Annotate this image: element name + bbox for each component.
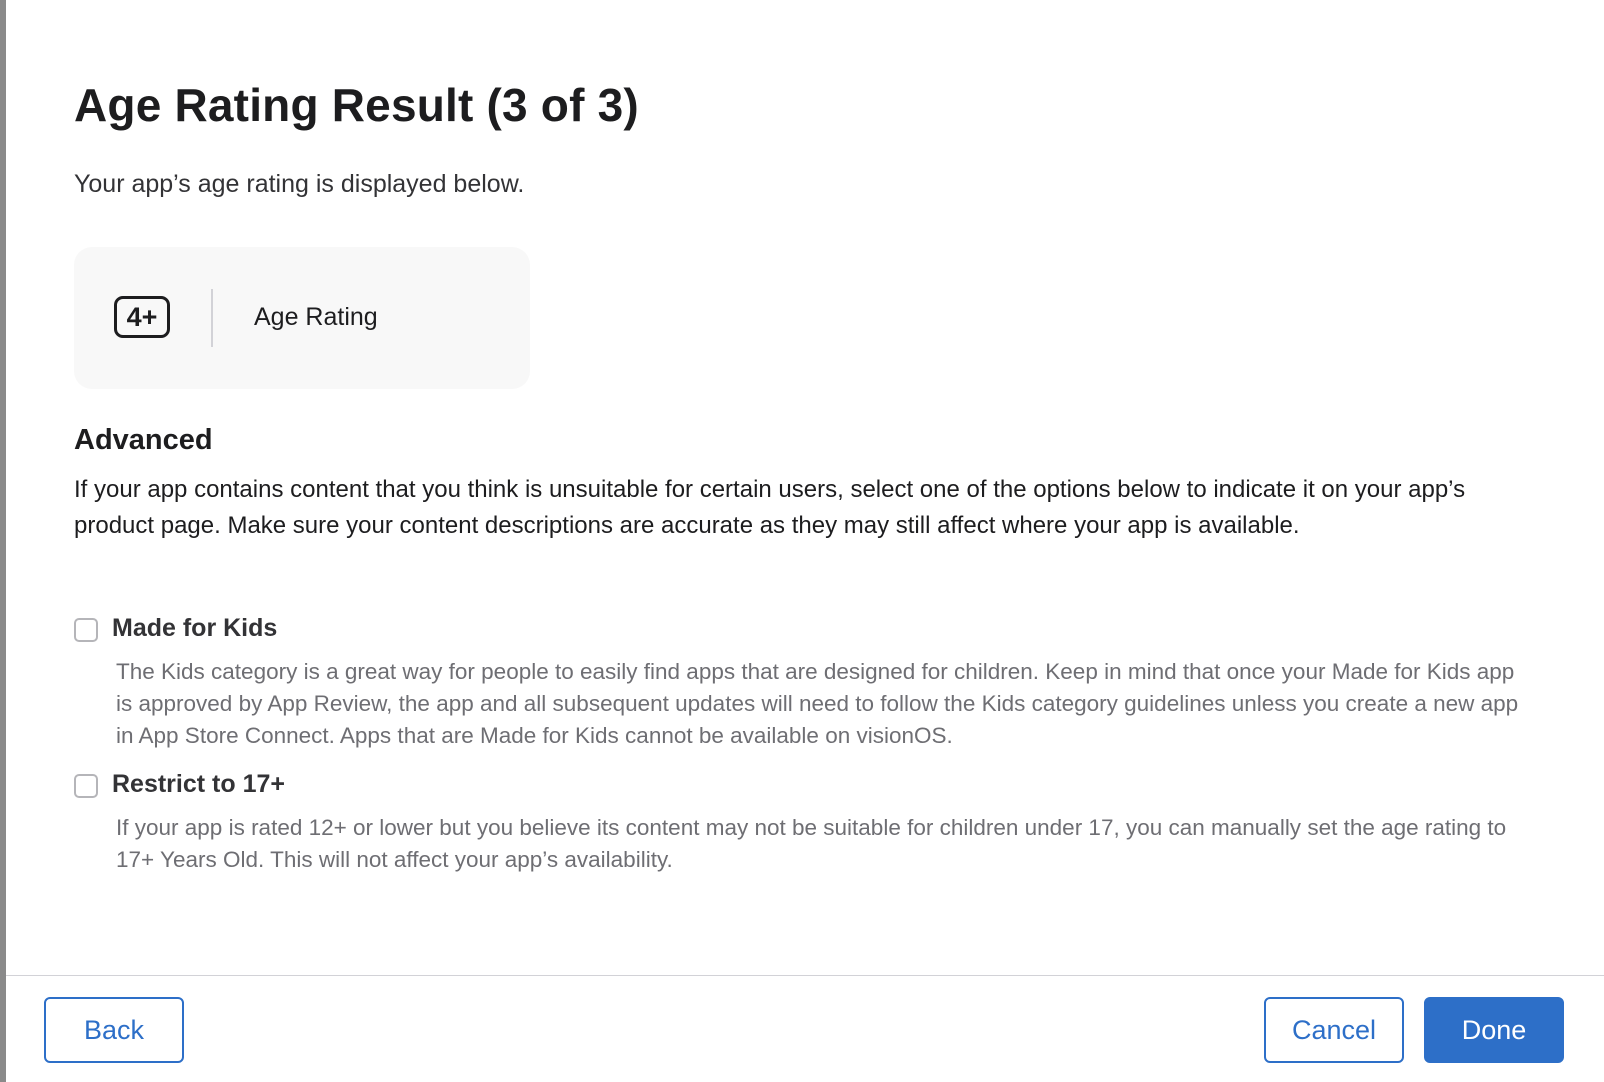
made-for-kids-checkbox[interactable]: [74, 618, 98, 642]
age-rating-label: Age Rating: [254, 303, 378, 331]
dialog-title: Age Rating Result (3 of 3): [74, 79, 639, 131]
done-button[interactable]: Done: [1424, 997, 1564, 1063]
restrict-17-description: If your app is rated 12+ or lower but you believe its content may not be suitable for children under 17, you can manually set the age rating to 17+ Years Old. This will not affect your app’s availability.: [116, 815, 1507, 872]
advanced-heading: Advanced: [74, 424, 213, 456]
age-rating-card: [74, 247, 530, 389]
age-rating-badge: 4+: [114, 296, 170, 338]
cancel-button[interactable]: Cancel: [1264, 997, 1404, 1063]
restrict-17-label[interactable]: Restrict to 17+: [112, 770, 285, 798]
made-for-kids-label[interactable]: Made for Kids: [112, 614, 278, 642]
rating-divider: [211, 289, 213, 347]
advanced-description: If your app contains content that you think is unsuitable for certain users, select one of the options below to indicate it on your app’s product page. Make sure your content descriptions are accurate as they may still affect where your app is available.: [74, 476, 1466, 539]
footer-divider: [6, 975, 1604, 976]
restrict-17-checkbox[interactable]: [74, 774, 98, 798]
dialog-subtitle: Your app’s age rating is displayed below.: [74, 170, 525, 198]
back-button[interactable]: Back: [44, 997, 184, 1063]
made-for-kids-description: The Kids category is a great way for people to easily find apps that are designed for children. Keep in mind that once your Made for Kids app is approved by App Review, the app and all subsequent updates will need to follow the Kids category guidelines unless you create a new app in App Store Connect. Apps that are Made for Kids cannot be available on visionOS.: [116, 659, 1519, 748]
age-rating-dialog: [6, 0, 1604, 1082]
